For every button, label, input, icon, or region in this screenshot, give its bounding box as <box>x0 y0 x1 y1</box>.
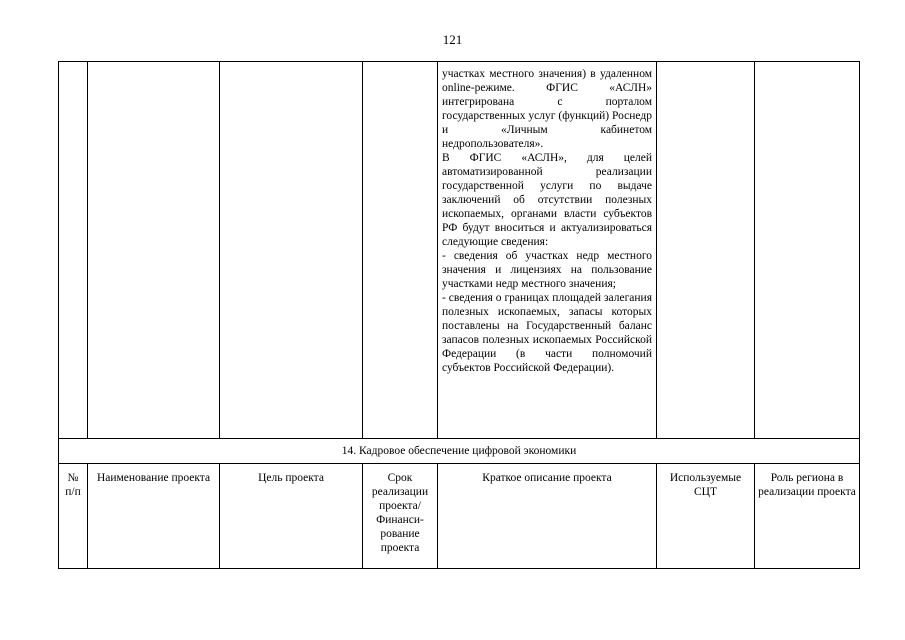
projects-table <box>58 61 860 569</box>
header-num: № п/п <box>59 464 88 569</box>
header-row <box>59 464 860 569</box>
header-name: Наименование проекта <box>88 464 220 569</box>
header-description: Краткое описание проекта <box>438 464 657 569</box>
section-row <box>59 439 860 464</box>
description-paragraph: - сведения об участках недр местного значения и лицензиях на пользование участками недр местного значения; <box>442 250 652 290</box>
header-tech: Используемые СЦТ <box>657 464 755 569</box>
continuation-row <box>59 62 860 439</box>
description-paragraph: В ФГИС «АСЛН», для целей автоматизированной реализации государственной услуги по выдаче заключений об отсутствии полезных ископаемых, органами власти субъектов РФ будут вноситься и актуализироваться следующие сведения: <box>442 152 652 248</box>
description-cell <box>438 62 657 439</box>
term-cell <box>363 62 438 439</box>
tech-cell <box>657 62 755 439</box>
role-cell <box>755 62 860 439</box>
goal-cell <box>220 62 363 439</box>
section-title: 14. Кадровое обеспечение цифровой экономики <box>59 439 860 464</box>
description-paragraph: участках местного значения) в удаленном online-режиме. ФГИС «АСЛН» интегрирована с порталом государственных услуг (функций) Роснедр и «Личным кабинетом недропользователя». <box>442 68 652 150</box>
header-term: Срок реализации проекта/ Финанси-рование проекта <box>363 464 438 569</box>
header-goal: Цель проекта <box>220 464 363 569</box>
description-paragraph: - сведения о границах площадей залегания полезных ископаемых, запасы которых поставлены на Государственный баланс запасов полезных ископаемых Российской Федерации (в части полномочий субъектов Российской Федерации). <box>442 292 652 374</box>
header-role: Роль региона в реализации проекта <box>755 464 860 569</box>
num-cell <box>59 62 88 439</box>
page-number: 121 <box>442 32 463 47</box>
name-cell <box>88 62 220 439</box>
